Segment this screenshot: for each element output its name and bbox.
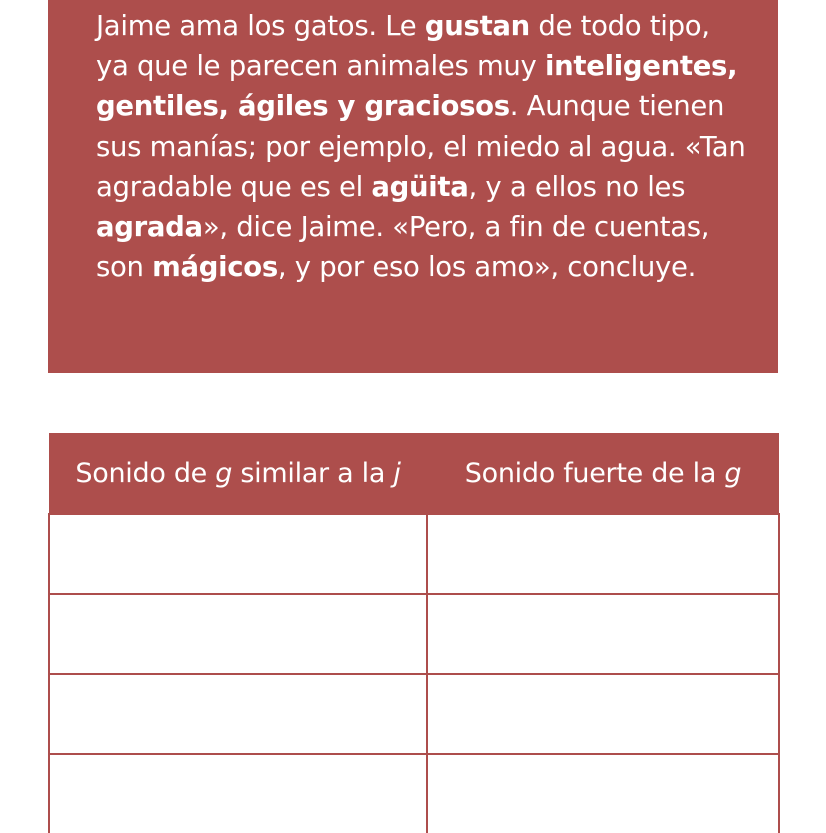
table-cell-answer[interactable] [427, 594, 779, 674]
header-text: similar a la [232, 457, 394, 489]
table-row [49, 754, 779, 833]
header-text: Sonido de [75, 457, 216, 489]
table-cell-answer[interactable] [427, 754, 779, 833]
table-header-row [49, 433, 779, 514]
table-cell-answer[interactable] [427, 514, 779, 594]
keyword-gustan: gustan [424, 10, 530, 42]
passage-text: de todo tipo, ya que le parecen animales muy [96, 10, 710, 83]
column-header-hard-g [427, 433, 779, 514]
header-letter: g [724, 457, 742, 489]
table-cell-answer[interactable] [427, 674, 779, 754]
passage-text: », dice Jaime. «Pero, a fin de cuentas, son [96, 211, 710, 284]
keyword-aguita: agüita [371, 170, 469, 203]
table-cell-answer[interactable] [49, 594, 427, 674]
column-header-soft-g [49, 433, 427, 514]
table-cell-answer[interactable] [49, 674, 427, 754]
reading-passage [48, 0, 778, 373]
keyword-adjectives: inteligentes, gentiles, ágiles y graciosos [96, 50, 738, 123]
table-cell-answer[interactable] [49, 514, 427, 594]
passage-text: . Aunque tienen sus manías; por ejemplo, el miedo al agua. «Tan agradable que es el [96, 90, 746, 203]
passage-text: Jaime ama los gatos. Le [96, 10, 425, 42]
passage-text: , y por eso los amo», concluye. [277, 251, 697, 284]
keyword-magicos: mágicos [152, 251, 278, 284]
keyword-agrada: agrada [96, 211, 203, 244]
table-row [49, 594, 779, 674]
classification-table [48, 433, 780, 833]
header-text: Sonido fuerte de la [464, 457, 725, 489]
passage-text: , y a ellos no les [468, 170, 686, 203]
table-cell-answer[interactable] [49, 754, 427, 833]
table-row [49, 674, 779, 754]
header-letter: g [215, 457, 233, 489]
table-row [49, 514, 779, 594]
header-letter: j [393, 457, 401, 489]
